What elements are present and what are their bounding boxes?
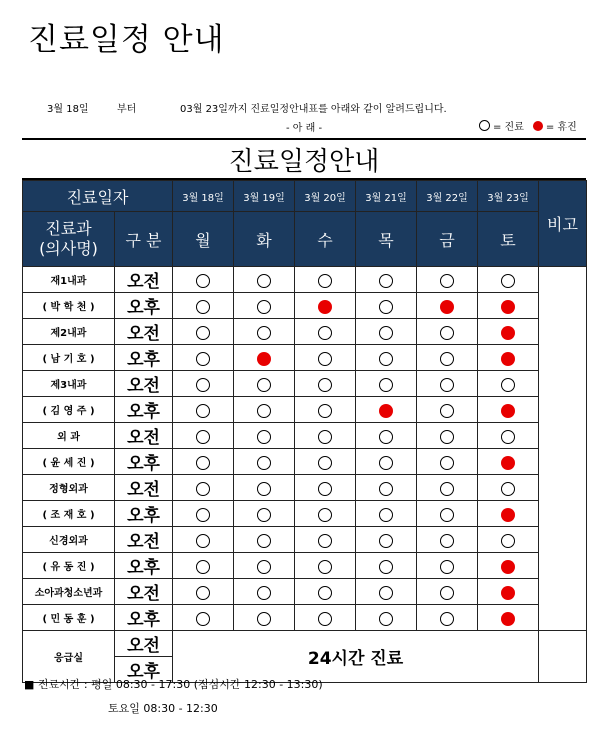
open-circle-icon: [196, 482, 210, 496]
table-row: [23, 345, 587, 371]
open-circle-icon: [318, 430, 332, 444]
open-circle-icon: [501, 378, 515, 392]
schedule-cell: [417, 605, 478, 631]
table-row: [23, 423, 587, 449]
schedule-cell: [173, 579, 234, 605]
header-dates-label: 진료일자: [23, 181, 173, 212]
open-circle-icon: [318, 456, 332, 470]
open-circle-icon: [440, 352, 454, 366]
schedule-cell: [417, 501, 478, 527]
open-circle-icon: [196, 274, 210, 288]
schedule-cell: [295, 449, 356, 475]
closed-dot-icon: [440, 300, 454, 314]
open-circle-icon: [379, 534, 393, 548]
schedule-cell: [234, 449, 295, 475]
open-circle-icon: [318, 508, 332, 522]
table-row: [23, 397, 587, 423]
session-label: 오전: [115, 631, 173, 657]
header-date: 3월 19일: [234, 181, 295, 212]
open-circle-icon: [501, 534, 515, 548]
open-circle-icon: [379, 508, 393, 522]
open-circle-icon: [379, 560, 393, 574]
schedule-cell: [478, 527, 539, 553]
schedule-cell: [417, 371, 478, 397]
schedule-cell: [234, 527, 295, 553]
table-row: [23, 501, 587, 527]
open-circle-icon: [196, 456, 210, 470]
schedule-cell: [295, 423, 356, 449]
schedule-cell: [234, 345, 295, 371]
schedule-cell: [417, 319, 478, 345]
page-title: 진료일정 안내: [28, 22, 225, 58]
schedule-cell: [417, 553, 478, 579]
schedule-cell: [295, 501, 356, 527]
open-circle-icon: [318, 612, 332, 626]
header-date: 3월 20일: [295, 181, 356, 212]
schedule-cell: [173, 397, 234, 423]
legend-open-label: = 진료: [493, 122, 524, 133]
closed-dot-icon: [501, 612, 515, 626]
hours-saturday: 토요일 08:30 - 12:30: [108, 702, 218, 715]
open-circle-icon: [440, 482, 454, 496]
closed-dot-icon: [501, 326, 515, 340]
schedule-cell: [478, 579, 539, 605]
open-circle-icon: [318, 378, 332, 392]
header-day: 토: [478, 212, 539, 267]
session-label: 오전: [115, 267, 173, 293]
schedule-cell: [234, 397, 295, 423]
open-circle-icon: [318, 586, 332, 600]
table-row: [23, 267, 587, 293]
header-note: 비고: [539, 181, 587, 267]
schedule-cell: [173, 293, 234, 319]
open-circle-icon: [318, 326, 332, 340]
open-circle-icon: [379, 300, 393, 314]
schedule-cell: [478, 475, 539, 501]
open-circle-icon: [196, 508, 210, 522]
schedule-cell: [173, 605, 234, 631]
schedule-cell: [417, 423, 478, 449]
open-circle-icon: [257, 404, 271, 418]
schedule-cell: [478, 345, 539, 371]
table-row: [23, 449, 587, 475]
header-row-days: [23, 212, 587, 267]
open-circle-icon: [379, 378, 393, 392]
schedule-cell: [295, 319, 356, 345]
open-circle-icon: [196, 378, 210, 392]
schedule-cell: [234, 501, 295, 527]
open-circle-icon: [440, 404, 454, 418]
open-circle-icon: [318, 482, 332, 496]
session-label: 오전: [115, 475, 173, 501]
table-row: [23, 293, 587, 319]
open-circle-icon: [318, 274, 332, 288]
closed-dot-icon: [501, 508, 515, 522]
open-circle-icon: [379, 482, 393, 496]
schedule-cell: [417, 293, 478, 319]
open-circle-icon: [257, 534, 271, 548]
open-circle-icon: [440, 534, 454, 548]
header-day: 금: [417, 212, 478, 267]
closed-dot-icon: [501, 352, 515, 366]
schedule-cell: [356, 449, 417, 475]
open-circle-icon: [196, 534, 210, 548]
open-circle-icon: [379, 430, 393, 444]
schedule-cell: [173, 319, 234, 345]
open-circle-icon: [440, 560, 454, 574]
doctor-name: ( 남 기 호 ): [23, 345, 115, 371]
open-circle-icon: [440, 274, 454, 288]
schedule-cell: [173, 501, 234, 527]
open-circle-icon: [318, 352, 332, 366]
header-day: 수: [295, 212, 356, 267]
header-date: 3월 21일: [356, 181, 417, 212]
session-label: 오전: [115, 527, 173, 553]
note-cell: [539, 267, 587, 631]
open-circle-icon: [257, 560, 271, 574]
open-circle-icon: [257, 612, 271, 626]
table-row: [23, 319, 587, 345]
schedule-cell: [417, 579, 478, 605]
open-circle-icon: [379, 326, 393, 340]
notice-end-text: 03월 23일까지 진료일정안내표를 아래와 같이 알려드립니다.: [180, 104, 447, 115]
session-label: 오후: [115, 397, 173, 423]
schedule-cell: [295, 475, 356, 501]
open-circle-icon: [501, 482, 515, 496]
schedule-cell: [173, 371, 234, 397]
schedule-cell: [478, 293, 539, 319]
schedule-cell: [295, 293, 356, 319]
open-circle-icon: [196, 560, 210, 574]
schedule-cell: [295, 605, 356, 631]
schedule-cell: [295, 527, 356, 553]
open-circle-icon: [501, 274, 515, 288]
header-day: 화: [234, 212, 295, 267]
open-circle-icon: [196, 586, 210, 600]
open-circle-icon: [479, 120, 490, 131]
hours-weekday: ■ 진료시간 : 평일 08:30 - 17:30 (점심시간 12:30 - 13:30): [24, 678, 323, 691]
schedule-cell: [356, 345, 417, 371]
open-circle-icon: [318, 404, 332, 418]
open-circle-icon: [440, 326, 454, 340]
open-circle-icon: [440, 430, 454, 444]
schedule-cell: [234, 293, 295, 319]
schedule-cell: [356, 267, 417, 293]
schedule-title: 진료일정안내: [228, 147, 380, 177]
divider-top: [22, 138, 586, 140]
open-circle-icon: [257, 456, 271, 470]
open-circle-icon: [440, 378, 454, 392]
notice-from-label: 부터: [117, 104, 137, 115]
open-circle-icon: [257, 508, 271, 522]
open-circle-icon: [257, 274, 271, 288]
schedule-cell: [478, 397, 539, 423]
open-circle-icon: [379, 586, 393, 600]
emergency-name: 응급실: [23, 631, 115, 683]
schedule-cell: [295, 579, 356, 605]
schedule-cell: [295, 371, 356, 397]
table-row: [23, 605, 587, 631]
doctor-name: ( 유 동 진 ): [23, 553, 115, 579]
schedule-cell: [234, 605, 295, 631]
schedule-cell: [356, 553, 417, 579]
schedule-cell: [173, 527, 234, 553]
session-label: 오후: [115, 605, 173, 631]
schedule-cell: [417, 475, 478, 501]
closed-dot-icon: [501, 560, 515, 574]
open-circle-icon: [196, 300, 210, 314]
header-day: 월: [173, 212, 234, 267]
department-name: 외 과: [23, 423, 115, 449]
open-circle-icon: [318, 534, 332, 548]
closed-dot-icon: [501, 300, 515, 314]
schedule-cell: [295, 553, 356, 579]
department-name: 재1내과: [23, 267, 115, 293]
schedule-cell: [173, 449, 234, 475]
schedule-cell: [234, 475, 295, 501]
department-name: 정형외과: [23, 475, 115, 501]
schedule-cell: [356, 605, 417, 631]
schedule-cell: [356, 501, 417, 527]
schedule-cell: [417, 449, 478, 475]
schedule-cell: [478, 553, 539, 579]
session-label: 오후: [115, 293, 173, 319]
schedule-cell: [295, 267, 356, 293]
header-row-dates: [23, 181, 587, 212]
open-circle-icon: [257, 378, 271, 392]
schedule-cell: [295, 397, 356, 423]
open-circle-icon: [257, 482, 271, 496]
schedule-cell: [417, 397, 478, 423]
department-name: 소아과청소년과: [23, 579, 115, 605]
notice-subtitle: - 아 래 -: [286, 123, 323, 134]
notice-start-date: 3월 18일: [47, 104, 89, 115]
header-date: 3월 18일: [173, 181, 234, 212]
schedule-cell: [234, 553, 295, 579]
open-circle-icon: [196, 612, 210, 626]
schedule-cell: [295, 345, 356, 371]
open-circle-icon: [196, 352, 210, 366]
doctor-name: ( 김 영 주 ): [23, 397, 115, 423]
schedule-table: [22, 180, 587, 683]
table-row: [23, 475, 587, 501]
table-row: [23, 553, 587, 579]
schedule-cell: [234, 267, 295, 293]
header-day: 목: [356, 212, 417, 267]
schedule-cell: [478, 267, 539, 293]
open-circle-icon: [440, 508, 454, 522]
emergency-note: 24시간 진료: [173, 631, 539, 683]
schedule-cell: [356, 423, 417, 449]
schedule-cell: [173, 267, 234, 293]
schedule-cell: [478, 449, 539, 475]
open-circle-icon: [379, 352, 393, 366]
schedule-cell: [356, 579, 417, 605]
schedule-cell: [234, 423, 295, 449]
department-name: 제2내과: [23, 319, 115, 345]
schedule-cell: [356, 527, 417, 553]
schedule-cell: [356, 397, 417, 423]
closed-dot-icon: [379, 404, 393, 418]
open-circle-icon: [196, 430, 210, 444]
schedule-cell: [478, 501, 539, 527]
schedule-cell: [356, 293, 417, 319]
open-circle-icon: [318, 560, 332, 574]
header-date: 3월 22일: [417, 181, 478, 212]
open-circle-icon: [379, 274, 393, 288]
schedule-cell: [173, 475, 234, 501]
schedule-cell: [173, 423, 234, 449]
schedule-cell: [234, 579, 295, 605]
schedule-cell: [173, 553, 234, 579]
session-label: 오전: [115, 423, 173, 449]
legend: [479, 118, 577, 133]
session-label: 오후: [115, 501, 173, 527]
open-circle-icon: [501, 430, 515, 444]
header-date: 3월 23일: [478, 181, 539, 212]
closed-dot-icon: [501, 456, 515, 470]
schedule-cell: [478, 605, 539, 631]
session-label: 오전: [115, 319, 173, 345]
schedule-cell: [417, 267, 478, 293]
open-circle-icon: [257, 430, 271, 444]
open-circle-icon: [440, 456, 454, 470]
open-circle-icon: [196, 326, 210, 340]
table-row: [23, 579, 587, 605]
open-circle-icon: [257, 326, 271, 340]
legend-closed-label: = 휴진: [545, 122, 577, 133]
session-label: 오후: [115, 657, 173, 683]
schedule-body: [23, 267, 587, 683]
department-name: 신경외과: [23, 527, 115, 553]
header-type: 구 분: [115, 212, 173, 267]
schedule-cell: [173, 345, 234, 371]
open-circle-icon: [196, 404, 210, 418]
schedule-cell: [356, 371, 417, 397]
closed-dot-icon: [257, 352, 271, 366]
open-circle-icon: [440, 586, 454, 600]
schedule-cell: [417, 345, 478, 371]
open-circle-icon: [379, 612, 393, 626]
doctor-name: ( 민 동 훈 ): [23, 605, 115, 631]
session-label: 오전: [115, 579, 173, 605]
schedule-cell: [356, 475, 417, 501]
closed-dot-icon: [318, 300, 332, 314]
schedule-cell: [234, 319, 295, 345]
session-label: 오후: [115, 345, 173, 371]
schedule-cell: [356, 319, 417, 345]
closed-dot-icon: [501, 404, 515, 418]
open-circle-icon: [440, 612, 454, 626]
table-row: [23, 631, 587, 657]
schedule-cell: [478, 423, 539, 449]
closed-dot-icon: [533, 121, 543, 131]
schedule-cell: [478, 319, 539, 345]
session-label: 오후: [115, 553, 173, 579]
schedule-cell: [234, 371, 295, 397]
doctor-name: ( 박 학 천 ): [23, 293, 115, 319]
schedule-cell: [417, 527, 478, 553]
session-label: 오전: [115, 371, 173, 397]
closed-dot-icon: [501, 586, 515, 600]
session-label: 오후: [115, 449, 173, 475]
table-row: [23, 527, 587, 553]
doctor-name: ( 조 재 호 ): [23, 501, 115, 527]
header-dept: 진료과 (의사명): [23, 212, 115, 267]
open-circle-icon: [257, 300, 271, 314]
department-name: 제3내과: [23, 371, 115, 397]
schedule-cell: [478, 371, 539, 397]
emergency-note-cell: [539, 631, 587, 683]
open-circle-icon: [379, 456, 393, 470]
doctor-name: ( 윤 세 진 ): [23, 449, 115, 475]
open-circle-icon: [257, 586, 271, 600]
table-row: [23, 371, 587, 397]
